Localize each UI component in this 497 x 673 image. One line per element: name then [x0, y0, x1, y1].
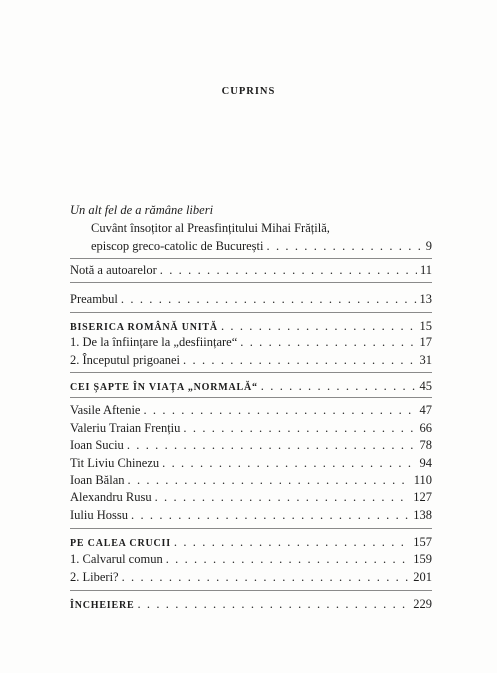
- toc-entry-label: Vasile Aftenie: [70, 403, 141, 417]
- toc-section-label: BISERICA ROMÂNĂ UNITĂ: [70, 322, 218, 333]
- toc-entry[interactable]: [70, 507, 432, 523]
- toc-entry[interactable]: [70, 334, 432, 350]
- leader-dots: [137, 596, 410, 612]
- toc-entry-page: 47: [419, 403, 432, 417]
- toc-entry-page: 157: [413, 535, 432, 549]
- leader-dots: [267, 238, 423, 254]
- toc-entry[interactable]: [70, 420, 432, 436]
- leader-dots: [128, 472, 411, 488]
- toc-entry-page: 138: [413, 508, 432, 522]
- toc-entry-label: Preambul: [70, 292, 118, 306]
- toc-entry[interactable]: [70, 402, 432, 418]
- toc-entry-label: Notă a autoarelor: [70, 263, 157, 277]
- divider: [70, 528, 432, 529]
- leader-dots: [131, 507, 410, 523]
- toc-entry-page: 94: [419, 456, 432, 470]
- toc-section[interactable]: [70, 318, 432, 334]
- leader-dots: [174, 534, 410, 550]
- toc-entry[interactable]: [70, 551, 432, 567]
- toc-entry-label: 2. Liberi?: [70, 570, 119, 584]
- toc-section[interactable]: [70, 378, 432, 394]
- toc-entry-page: 9: [425, 239, 432, 253]
- leader-dots: [166, 551, 411, 567]
- leader-dots: [155, 489, 411, 505]
- leader-dots: [183, 352, 416, 368]
- toc-entry-page: 127: [413, 490, 432, 504]
- leader-dots: [162, 455, 416, 471]
- toc-entry-page: 110: [413, 473, 432, 487]
- toc-entry-page: 66: [419, 421, 432, 435]
- toc-entry-label: Alexandru Rusu: [70, 490, 152, 504]
- toc-entry-label: Ioan Bălan: [70, 473, 125, 487]
- toc-entry[interactable]: [70, 291, 432, 307]
- leader-dots: [127, 437, 417, 453]
- toc-entry-label: Valeriu Traian Frențiu: [70, 421, 181, 435]
- toc-entry-label: Iuliu Hossu: [70, 508, 128, 522]
- toc-entry-label: 2. Începutul prigoanei: [70, 353, 181, 367]
- leader-dots: [261, 378, 417, 394]
- toc-entry-label: episcop greco-catolic de București: [91, 239, 264, 253]
- toc-section[interactable]: [70, 596, 432, 612]
- divider: [70, 590, 432, 591]
- leader-dots: [240, 334, 416, 350]
- toc-section[interactable]: [70, 534, 432, 550]
- toc-entry[interactable]: [70, 489, 432, 505]
- toc-section-label: ÎNCHEIERE: [70, 600, 135, 611]
- toc-entry[interactable]: [70, 262, 432, 278]
- toc-entry[interactable]: [70, 569, 432, 585]
- toc-entry-page: 15: [419, 319, 432, 333]
- toc-entry-page: 11: [419, 263, 432, 277]
- toc-entry[interactable]: [70, 455, 432, 471]
- toc-entry-page: 78: [419, 438, 432, 452]
- divider: [70, 282, 432, 283]
- toc-entry-page: 45: [419, 379, 432, 393]
- leader-dots: [221, 318, 417, 334]
- toc-section-label: PE CALEA CRUCII: [70, 538, 171, 549]
- divider: [70, 397, 432, 398]
- intro-line-1: Cuvânt însoțitor al Preasfințitului Mihai Frățilă,: [91, 221, 330, 235]
- leader-dots: [183, 420, 416, 436]
- toc-entry-label: 1. Calvarul comun: [70, 552, 163, 566]
- divider: [70, 372, 432, 373]
- toc-entry-page: 13: [419, 292, 432, 306]
- toc-entry-label: Tit Liviu Chinezu: [70, 456, 160, 470]
- toc-entry-page: 159: [413, 552, 432, 566]
- leader-dots: [122, 569, 411, 585]
- toc-entry-page: 31: [419, 353, 432, 367]
- toc-entry-label: 1. De la înființare la „desființare“: [70, 335, 238, 349]
- leader-dots: [121, 291, 417, 307]
- page-title: CUPRINS: [221, 86, 276, 97]
- leader-dots: [143, 402, 416, 418]
- toc-entry-page: 229: [413, 597, 432, 611]
- divider: [70, 258, 432, 259]
- toc-entry-page: 201: [413, 570, 432, 584]
- leader-dots: [160, 262, 417, 278]
- toc-entry-label: Ioan Suciu: [70, 438, 124, 452]
- toc-entry[interactable]: [70, 472, 432, 488]
- toc-section-label: CEI ȘAPTE ÎN VIAȚA „NORMALĂ“: [70, 382, 258, 393]
- intro-title: Un alt fel de a rămâne liberi: [70, 203, 214, 217]
- divider: [70, 312, 432, 313]
- toc-entry[interactable]: [70, 352, 432, 368]
- toc-entry[interactable]: [70, 437, 432, 453]
- toc-entry-page: 17: [419, 335, 432, 349]
- toc-entry-intro[interactable]: [91, 238, 432, 254]
